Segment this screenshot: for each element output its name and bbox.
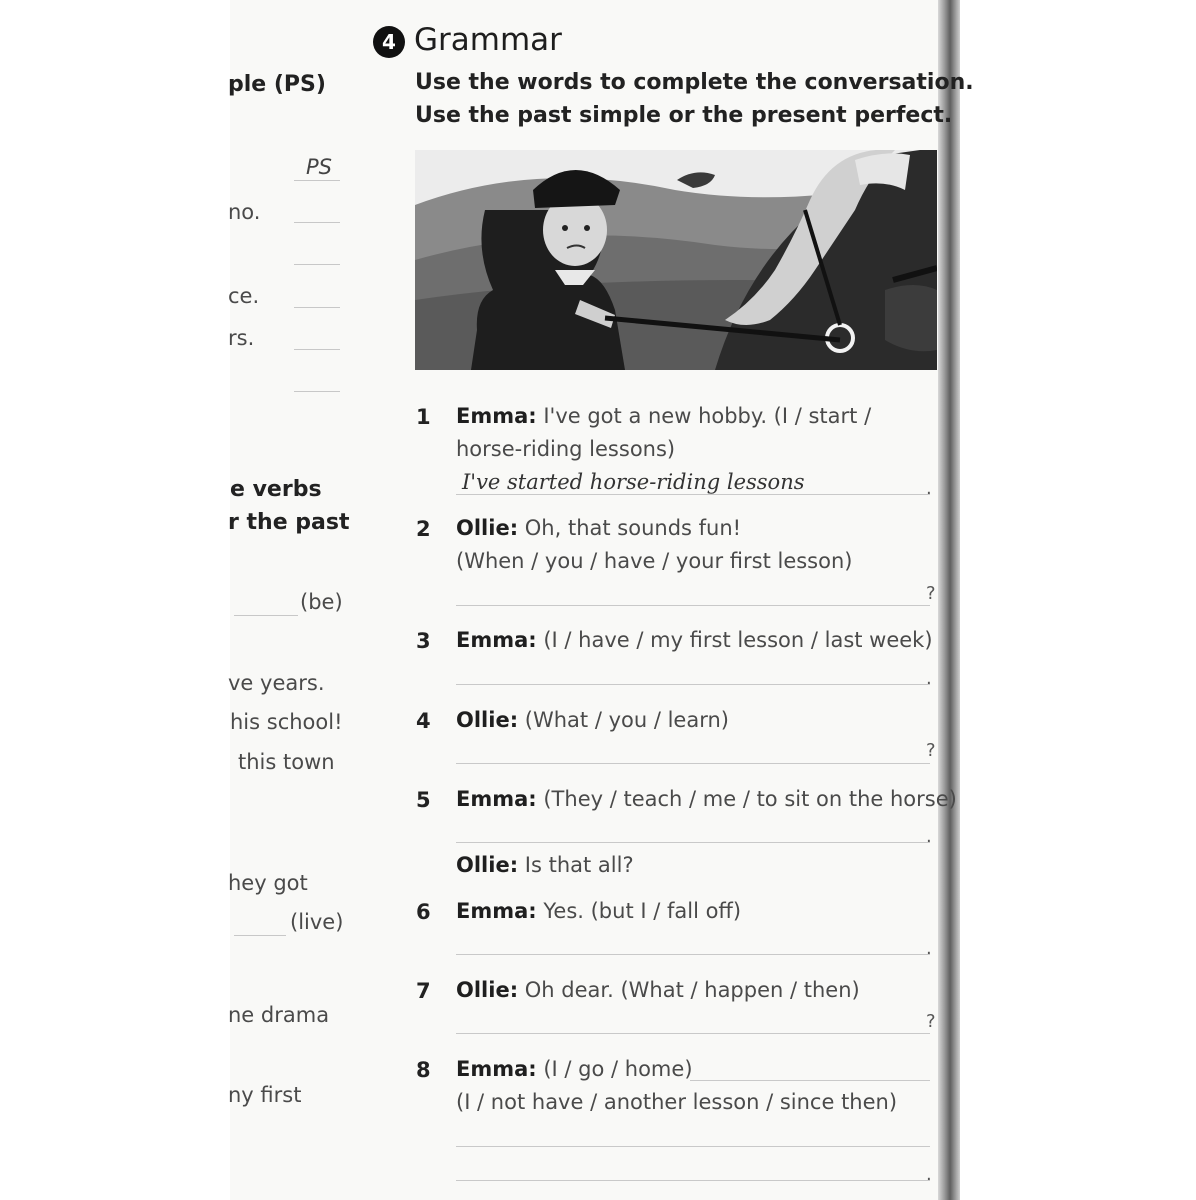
answer-blank[interactable] [234, 935, 286, 936]
speaker-label: Ollie: [456, 708, 519, 732]
speaker-label: Emma: [456, 899, 537, 923]
end-punctuation: ? [926, 740, 936, 761]
answer-line[interactable] [456, 842, 930, 843]
item-number: 2 [416, 517, 431, 541]
verb-prompt: (live) [290, 910, 344, 934]
exercise-item-5-prompt [456, 787, 957, 811]
end-punctuation: ? [926, 583, 936, 604]
prompt-text: (I / have / my first lesson / last week) [536, 628, 933, 652]
left-fragment: ve years. [228, 671, 325, 695]
speaker-label: Ollie: [456, 978, 519, 1002]
exercise-item-8-prompt [456, 1057, 693, 1081]
answer-line[interactable] [690, 1080, 930, 1081]
ps-label: PS [306, 155, 332, 179]
speaker-label: Emma: [456, 787, 537, 811]
answer-line[interactable] [456, 763, 930, 764]
answer-line[interactable] [456, 494, 930, 495]
left-heading: e verbs [230, 477, 322, 502]
speaker-label: Emma: [456, 628, 537, 652]
left-fragment: no. [228, 200, 261, 224]
answer-blank[interactable] [294, 349, 340, 350]
end-punctuation: . [926, 1164, 932, 1185]
instruction-line: Use the words to complete the conversation. [415, 70, 974, 95]
exercise-item-6-prompt [456, 899, 741, 923]
answer-blank[interactable] [294, 180, 340, 181]
answer-line[interactable] [456, 605, 930, 606]
exercise-item-1-prompt [456, 404, 871, 428]
left-heading: r the past [228, 510, 350, 535]
item-number: 8 [416, 1058, 431, 1082]
answer-blank[interactable] [234, 615, 298, 616]
prompt-text: (What / you / learn) [518, 708, 729, 732]
answer-line[interactable] [456, 1033, 930, 1034]
end-punctuation: . [926, 478, 932, 499]
dialogue-text: Is that all? [518, 853, 634, 877]
instruction-line: Use the past simple or the present perfect. [415, 103, 953, 128]
example-answer: I've started horse-riding lessons [462, 470, 805, 494]
prompt-text: Oh, that sounds fun! [518, 516, 742, 540]
left-fragment: this town [238, 750, 335, 774]
item-number: 7 [416, 979, 431, 1003]
speaker-label: Emma: [456, 404, 537, 428]
prompt-text: I've got a new hobby. (I / start / [536, 404, 872, 428]
left-heading: ple (PS) [228, 72, 326, 97]
end-punctuation: ? [926, 1011, 936, 1032]
page-binding-shadow [938, 0, 960, 1200]
section-title: Grammar [414, 22, 562, 58]
prompt-text: Yes. (but I / fall off) [536, 899, 742, 923]
end-punctuation: . [926, 938, 932, 959]
section-number-badge: 4 [373, 26, 405, 58]
end-punctuation: . [926, 826, 932, 847]
answer-blank[interactable] [294, 307, 340, 308]
answer-blank[interactable] [294, 264, 340, 265]
prompt-text: (I / go / home) [536, 1057, 693, 1081]
prompt-text: horse-riding lessons) [456, 437, 676, 461]
speaker-label: Ollie: [456, 516, 519, 540]
speaker-label: Ollie: [456, 853, 519, 877]
exercise-item-4-prompt [456, 708, 729, 732]
dialogue-line [456, 853, 634, 877]
answer-line[interactable] [456, 684, 930, 685]
prompt-text: (I / not have / another lesson / since then) [456, 1090, 898, 1114]
exercise-item-3-prompt [456, 628, 933, 652]
left-fragment: ne drama [228, 1003, 330, 1027]
item-number: 3 [416, 629, 431, 653]
left-fragment: ce. [228, 284, 260, 308]
item-number: 6 [416, 900, 431, 924]
verb-prompt: (be) [300, 590, 343, 614]
left-fragment: his school! [230, 710, 343, 734]
answer-line[interactable] [456, 1180, 930, 1181]
speaker-label: Emma: [456, 1057, 537, 1081]
answer-line[interactable] [456, 1146, 930, 1147]
left-fragment: rs. [228, 326, 255, 350]
left-fragment: ny first [228, 1083, 302, 1107]
prompt-text: (When / you / have / your first lesson) [456, 549, 853, 573]
horse-riding-illustration [415, 150, 937, 370]
item-number: 4 [416, 709, 431, 733]
item-number: 1 [416, 405, 431, 429]
answer-blank[interactable] [294, 391, 340, 392]
answer-blank[interactable] [294, 222, 340, 223]
exercise-item-2-prompt [456, 516, 741, 540]
prompt-text: Oh dear. (What / happen / then) [518, 978, 860, 1002]
answer-line[interactable] [456, 954, 930, 955]
item-number: 5 [416, 788, 431, 812]
prompt-text: (They / teach / me / to sit on the horse) [536, 787, 957, 811]
exercise-item-7-prompt [456, 978, 860, 1002]
left-fragment: hey got [228, 871, 308, 895]
end-punctuation: . [926, 668, 932, 689]
